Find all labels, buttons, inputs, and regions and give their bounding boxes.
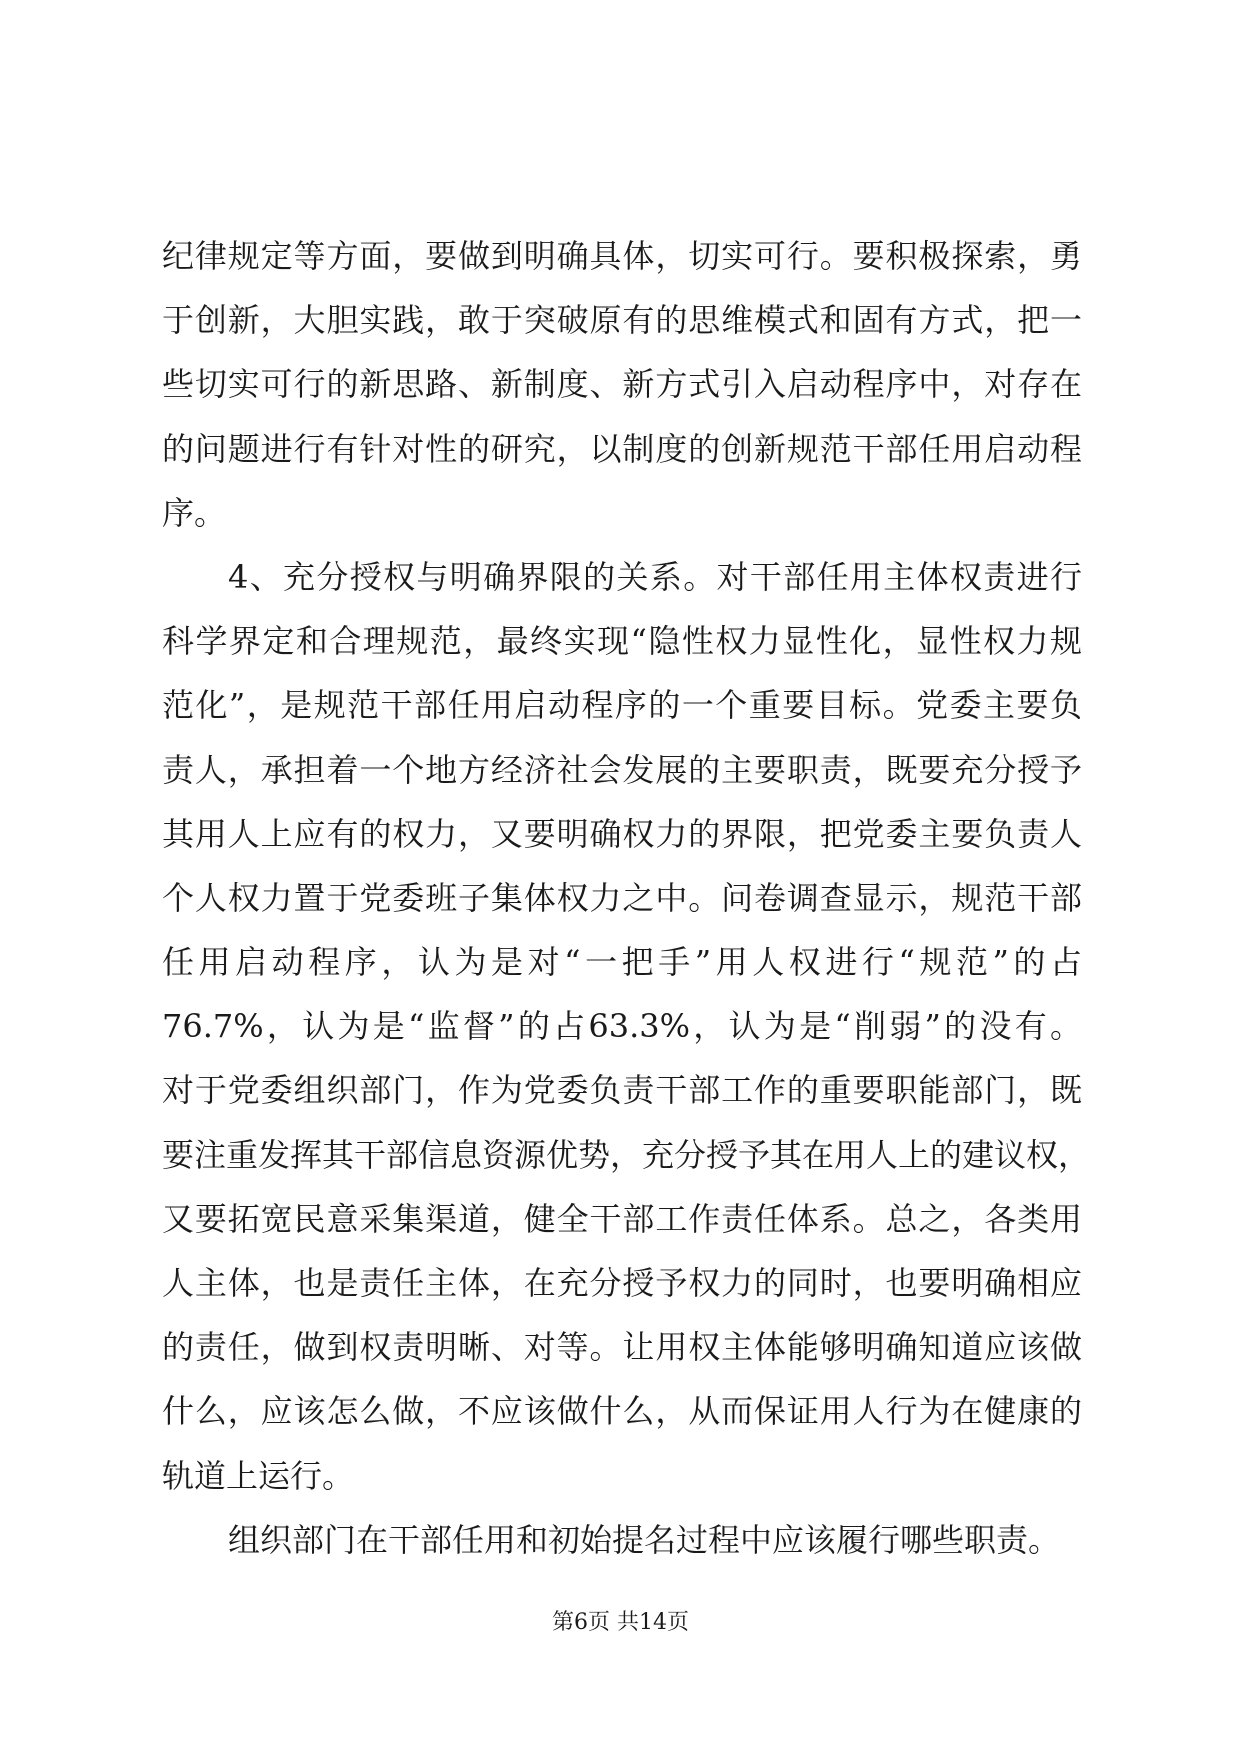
text-line: 范化”，是规范干部任用启动程序的一个重要目标。党委主要负	[162, 686, 1082, 725]
text-line: 的责任，做到权责明晰、对等。让用权主体能够明确知道应该做	[162, 1328, 1082, 1367]
text-line: 责人，承担着一个地方经济社会发展的主要职责，既要充分授予	[162, 750, 1082, 789]
paragraph-2	[162, 545, 1091, 1508]
text-line: 任用启动程序，认为是对“一把手”用人权进行“规范”的占	[162, 943, 1082, 982]
text-line: 纪律规定等方面，要做到明确具体，切实可行。要积极探索，勇	[162, 237, 1082, 275]
text-line: 76.7%，认为是“监督”的占63.3%，认为是“削弱”的没有。	[162, 1007, 1082, 1046]
body-text	[162, 224, 1091, 1572]
text-line: 序。	[162, 493, 227, 532]
paragraph-3	[162, 1508, 1082, 1572]
page-number-footer: 第6页 共14页	[552, 1610, 689, 1635]
text-line: 科学界定和合理规范，最终实现“隐性权力显性化，显性权力规	[162, 622, 1082, 661]
text-line: 于创新，大胆实践，敢于突破原有的思维模式和固有方式，把一	[162, 301, 1082, 340]
text-line: 些切实可行的新思路、新制度、新方式引入启动程序中，对存在	[162, 365, 1082, 404]
paragraph-1	[162, 224, 1082, 545]
text-line: 的问题进行有针对性的研究，以制度的创新规范干部任用启动程	[162, 429, 1082, 468]
text-line: 个人权力置于党委班子集体权力之中。问卷调查显示，规范干部	[162, 878, 1082, 917]
text-line: 组织部门在干部任用和初始提名过程中应该履行哪些职责。	[228, 1520, 1061, 1559]
text-line: 其用人上应有的权力，又要明确权力的界限，把党委主要负责人	[162, 814, 1082, 853]
text-line: 要注重发挥其干部信息资源优势，充分授予其在用人上的建议权，	[162, 1135, 1091, 1174]
text-line: 又要拓宽民意采集渠道，健全干部工作责任体系。总之，各类用	[162, 1199, 1082, 1238]
text-line: 轨道上运行。	[162, 1456, 355, 1495]
text-line: 什么，应该怎么做，不应该做什么，从而保证用人行为在健康的	[162, 1392, 1082, 1431]
text-line: 4、充分授权与明确界限的关系。对干部任用主体权责进行	[228, 557, 1082, 596]
text-line: 人主体，也是责任主体，在充分授予权力的同时，也要明确相应	[162, 1264, 1082, 1302]
text-line: 对于党委组织部门，作为党委负责干部工作的重要职能部门，既	[162, 1071, 1082, 1110]
